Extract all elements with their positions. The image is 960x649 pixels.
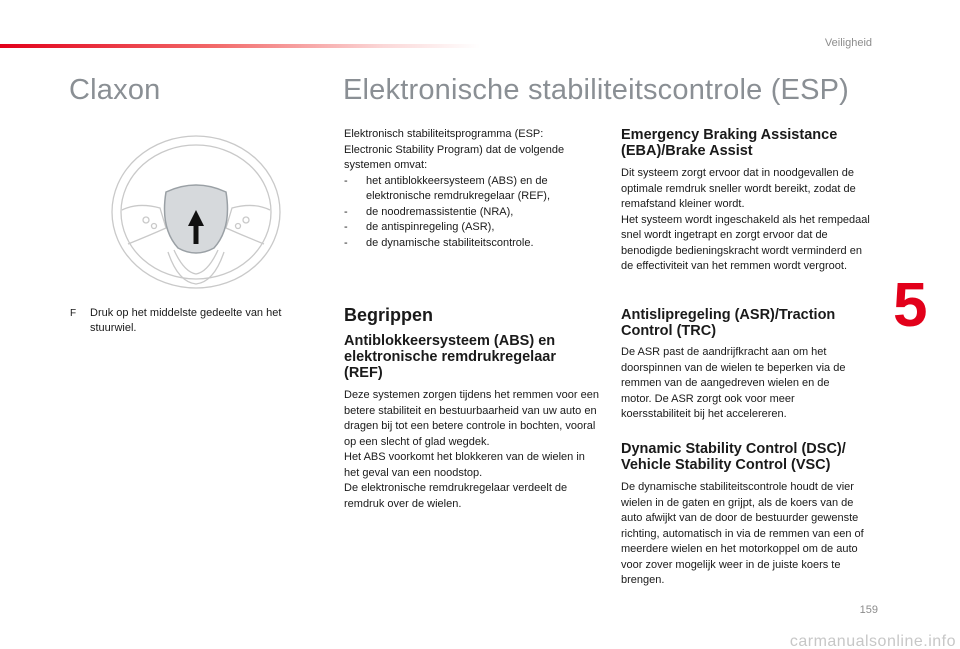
header-accent-bar [0,44,480,48]
claxon-instruction-text: Druk op het middelste gedeelte van het stuurwiel. [90,307,282,334]
abs-body: Deze systemen zorgen tijdens het remmen voor een betere stabiliteit en bestuurbaarheid van uw auto en dragen bij tot een betere controle in bochten, vooral op een slecht of glad wegdek. Het ABS voorkomt het blokkeren van de wielen in het geval van een noodstop. De elektronische remdrukregelaar verdeelt de remdruk over de wielen. [344,389,599,510]
esp-systems-list [344,174,594,252]
asr-body: De ASR past de aandrijfkracht aan om het doorspinnen van de wielen te beperken via de remmen van de aangedreven wielen en de motor. De ASR zorgt ook voor meer koersstabiliteit bij het accelereren. [621,346,846,420]
section-label: Veiligheid [824,37,872,49]
abs-heading: Antiblokkeersysteem (ABS) en elektronische remdrukregelaar (REF) [344,333,556,381]
claxon-title: Claxon [69,74,161,106]
list-item: - het antiblokkeersysteem (ABS) en de elektronische remdrukregelaar (REF), [344,174,551,202]
steering-wheel-illustration [108,132,284,292]
eba-body: Dit systeem zorgt ervoor dat in noodgevallen de optimale remdruk sneller wordt bereikt, zodat de remafstand kleiner wordt. Het systeem wordt ingeschakeld als het rempedaal snel wordt ingetrapt en zorgt ervoor dat de benodigde bedieningskracht wordt verminderd en de effectiviteit van het remmen wordt vergroot. [621,167,870,272]
page-number: 159 [859,604,878,616]
esp-intro-text: Elektronisch stabiliteitsprogramma (ESP: Electronic Stability Program) dat de volgende systemen omvat: [344,128,565,171]
begrippen-heading: Begrippen [344,305,434,325]
watermark-text: carmanualsonline.info [789,633,956,649]
asr-heading: Antislipregeling (ASR)/Traction Control (TRC) [621,307,836,339]
esp-title: Elektronische stabiliteitscontrole (ESP) [343,74,850,106]
claxon-instruction [70,306,310,336]
list-item: - de antispinregeling (ASR), [344,221,495,233]
chapter-number: 5 [893,271,928,340]
list-item: - de dynamische stabiliteitscontrole. [344,236,534,249]
list-item: - de noodremassistentie (NRA), [344,205,514,218]
eba-heading: Emergency Braking Assistance (EBA)/Brake Assist [621,127,838,159]
watermark [440,631,960,649]
dsc-heading: Dynamic Stability Control (DSC)/ Vehicle Stability Control (VSC) [621,441,846,473]
bullet-marker: F [70,308,77,319]
dsc-body: De dynamische stabiliteitscontrole houdt de vier wielen in de gaten en grijpt, als de koers van de auto afwijkt van de door de bestuurder gewenste richting, automatisch in via de remmen van een of meerdere wielen en het motorkoppel om de auto voor zover mogelijk weer in de juiste koers te brengen. [621,481,864,586]
esp-intro [344,127,594,251]
